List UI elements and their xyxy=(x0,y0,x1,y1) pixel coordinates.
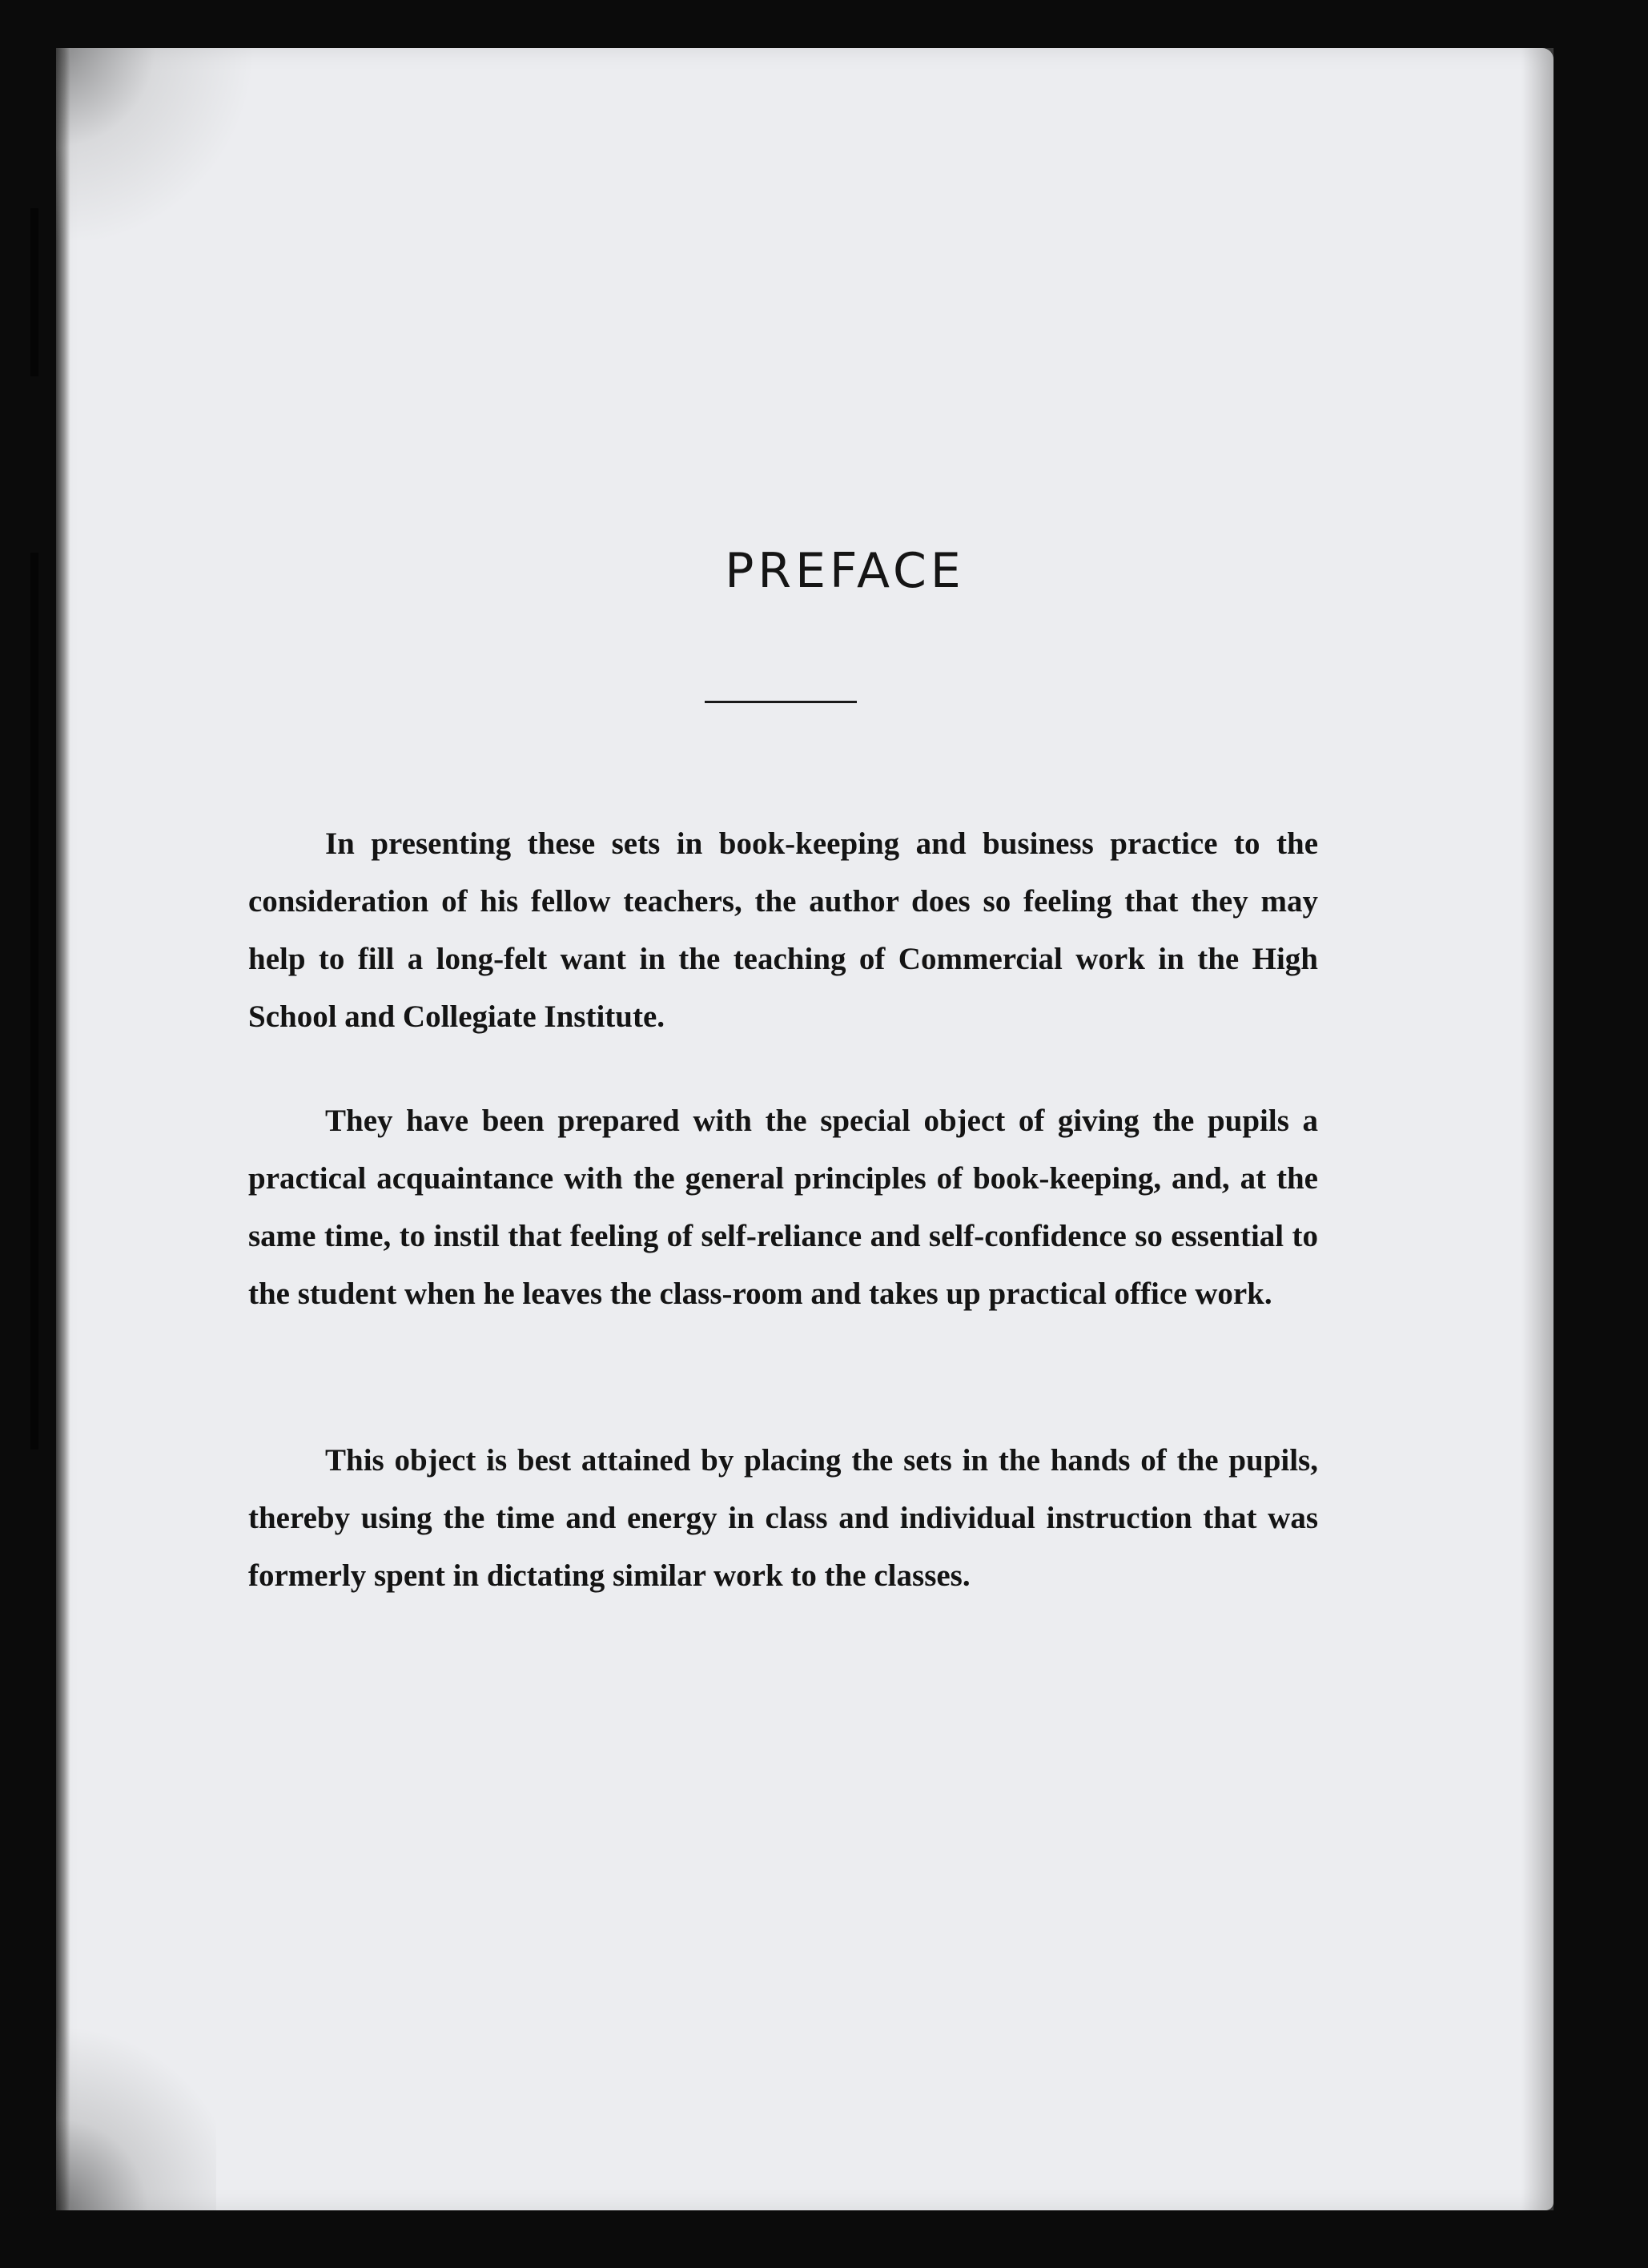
page-title: PREFACE xyxy=(725,543,965,599)
paragraph-2: They have been prepared with the special object of giving the pupils a practical acquaintance with the general principles of book-keeping, and, at the same time, to instil that feeling of self-reliance and self-confidence so essential to the student when he leaves the class-room and takes up practical office work. xyxy=(248,1104,1318,1311)
document-page xyxy=(56,48,1554,2210)
top-left-corner-wear xyxy=(56,48,264,240)
page-spine-shadow xyxy=(56,48,70,2210)
bottom-left-corner-wear xyxy=(56,2002,216,2210)
title-rule xyxy=(705,701,857,703)
binding-edge-middle xyxy=(30,553,38,1450)
right-edge-shadow xyxy=(1521,48,1554,2210)
paragraph-3: This object is best attained by placing the sets in the hands of the pupils, thereby using the time and energy in class and individual instruction that was formerly spent in dictating similar work to the classes. xyxy=(248,1443,1318,1593)
binding-edge-top xyxy=(30,208,38,376)
paragraph-1: In presenting these sets in book-keeping and business practice to the consideration of his fellow teachers, the author does so feeling that they may help to fill a long-felt want in the teaching of Commercial work in the High School and Collegiate Institute. xyxy=(248,826,1318,1034)
